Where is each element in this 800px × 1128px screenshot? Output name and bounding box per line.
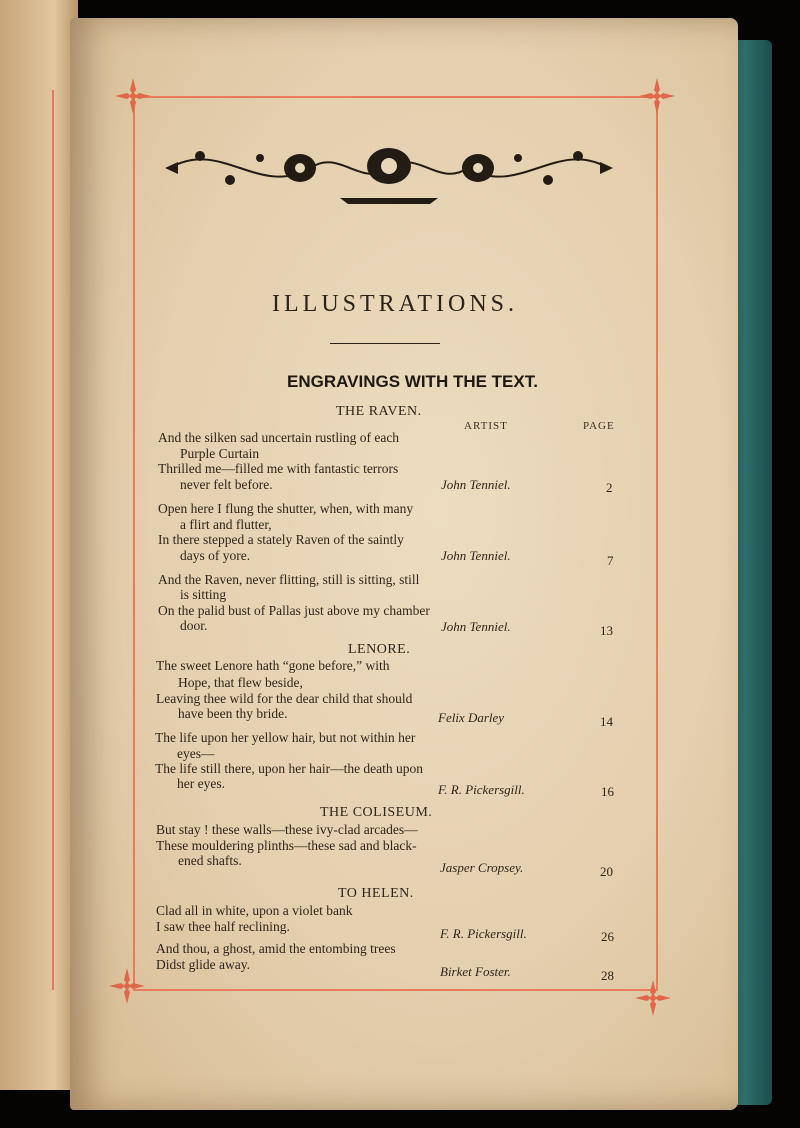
page-number: 20 (600, 864, 613, 879)
entry-line: days of yore. (180, 548, 251, 563)
artist-name: F. R. Pickersgill. (438, 782, 525, 797)
entry-line: Clad all in white, upon a violet bank (156, 903, 353, 918)
artist-name: Felix Darley (438, 710, 505, 725)
poem-title: TO HELEN. (338, 886, 414, 901)
artist-name: F. R. Pickersgill. (440, 926, 527, 941)
artist-name: Birket Foster. (440, 964, 511, 979)
entry-line: The life still there, upon her hair—the death upon (155, 761, 424, 776)
page-number: 14 (600, 714, 613, 729)
entry-line: I saw thee half reclining. (156, 919, 290, 934)
artist-name: Jasper Cropsey. (440, 860, 524, 875)
entry-line: Purple Curtain (180, 446, 260, 461)
entry-line: a flirt and flutter, (180, 517, 272, 532)
entry-line: eyes— (177, 746, 215, 761)
entry-line: her eyes. (177, 776, 225, 791)
section-heading: ENGRAVINGS WITH THE TEXT. (287, 372, 538, 391)
entry-line: never felt before. (180, 477, 273, 492)
page-number: 7 (607, 553, 614, 568)
corner-flourish-icon (113, 76, 153, 116)
artist-name: John Tenniel. (441, 619, 511, 634)
poem-title: LENORE. (348, 642, 411, 657)
entry-line: Leaving thee wild for the dear child that should (156, 691, 413, 706)
page-number: 16 (601, 784, 614, 799)
column-header-page: PAGE (583, 420, 615, 432)
page-heading: ILLUSTRATIONS. (272, 291, 518, 317)
entry-line: Thrilled me—filled me with fantastic terrors (158, 461, 399, 476)
heading-rule (330, 343, 440, 344)
corner-flourish-icon (107, 966, 147, 1006)
entry-line: Open here I flung the shutter, when, with many (158, 501, 414, 516)
corner-flourish-icon (633, 978, 673, 1018)
entry-line: In there stepped a stately Raven of the saintly (158, 532, 404, 547)
page-number: 26 (601, 929, 614, 944)
entry-line: And the silken sad uncertain rustling of each (158, 430, 400, 445)
artist-name: John Tenniel. (441, 548, 511, 563)
column-header-artist: ARTIST (464, 420, 508, 432)
left-page-border (52, 90, 54, 990)
entry-line: is sitting (180, 587, 227, 602)
entry-line: And thou, a ghost, amid the entombing trees (156, 941, 396, 956)
entry-line: ened shafts. (178, 853, 242, 868)
entry-line: These mouldering plinths—these sad and black- (156, 838, 417, 853)
page-number: 2 (606, 480, 613, 495)
entry-line: But stay ! these walls—these ivy-clad arcades— (156, 822, 418, 837)
poem-title: THE RAVEN. (336, 404, 422, 419)
left-page (0, 0, 78, 1090)
entry-line: On the palid bust of Pallas just above my chamber (158, 603, 430, 618)
artist-name: John Tenniel. (441, 477, 511, 492)
entry-line: door. (180, 618, 208, 633)
entry-line: The life upon her yellow hair, but not within her (155, 730, 416, 745)
entry-line: Didst glide away. (156, 957, 250, 972)
entry-line: Hope, that flew beside, (178, 675, 303, 690)
page-number: 13 (600, 623, 613, 638)
page-number: 28 (601, 968, 614, 983)
poem-title: THE COLISEUM. (320, 805, 433, 820)
entry-line: The sweet Lenore hath “gone before,” with (156, 658, 390, 673)
decorative-headpiece-icon (160, 128, 618, 214)
entry-line: have been thy bride. (178, 706, 288, 721)
entry-line: And the Raven, never flitting, still is sitting, still (158, 572, 420, 587)
corner-flourish-icon (637, 76, 677, 116)
